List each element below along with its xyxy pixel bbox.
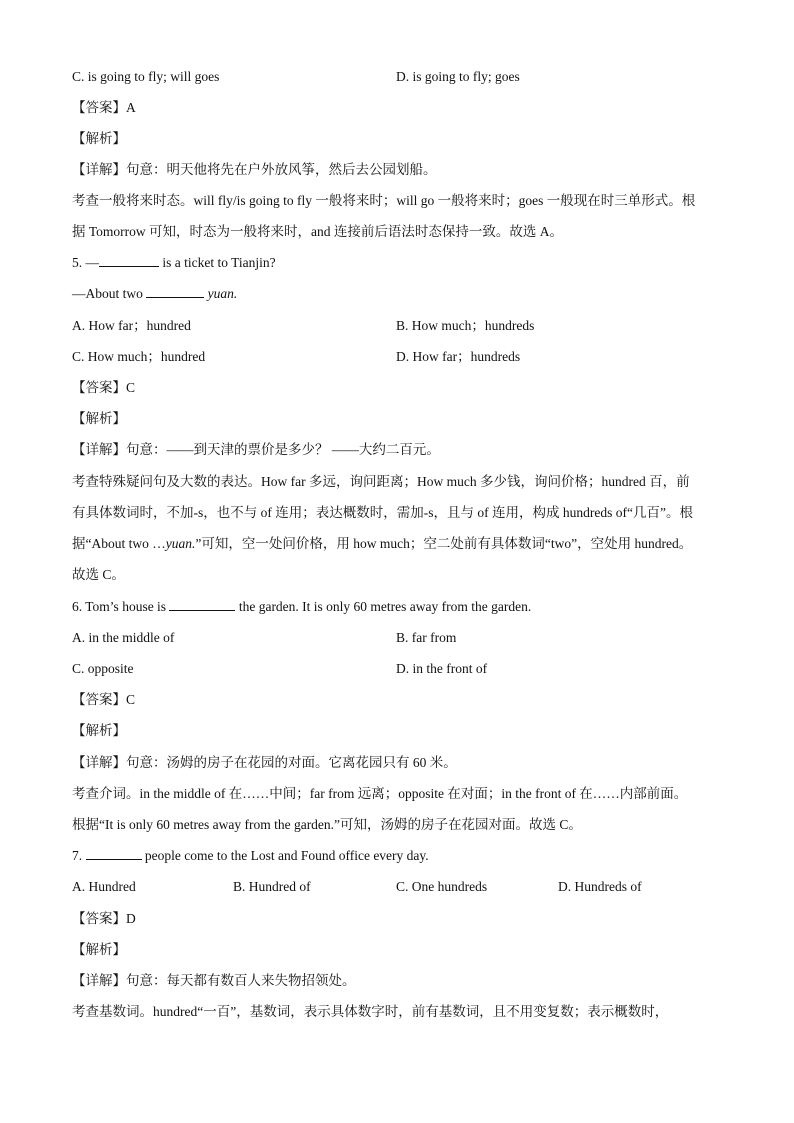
answer-blank [146, 285, 204, 298]
detail-line: 【详解】句意：每天都有数百人来失物招领处。 [72, 973, 356, 988]
question-5-reply [72, 285, 237, 303]
question-5 [72, 254, 276, 272]
explanation-text: ”可知，空一处问价格，用 how much；空二处前有具体数词“two”，空处用 hundred。 [195, 536, 693, 551]
question-text: people come to the Lost and Found office every day. [141, 848, 429, 863]
answer-line: 【答案】C [72, 380, 136, 395]
question-6 [72, 598, 531, 616]
detail-line: 【详解】句意：汤姆的房子在花园的对面。它离花园只有 60 米。 [72, 755, 457, 770]
option-a: A. Hundred [72, 879, 136, 894]
analysis-heading: 【解析】 [72, 411, 126, 426]
question-text: 6. Tom’s house is [72, 599, 170, 614]
explanation-line: 据 Tomorrow 可知，时态为一般将来时，and 连接前后语法时态保持一致。故选 A。 [72, 224, 564, 239]
question-text: yuan. [207, 286, 238, 301]
detail-line: 【详解】句意：明天他将先在户外放风筝，然后去公园划船。 [72, 162, 437, 177]
option-c: C. One hundreds [396, 879, 488, 894]
analysis-heading: 【解析】 [72, 131, 126, 146]
explanation-line: 考查基数词。hundred“一百”，基数词，表示具体数字时，前有基数词，且不用变复数；表示概数时， [72, 1004, 669, 1019]
question-7 [72, 847, 429, 865]
option-d: D. Hundreds of [558, 879, 642, 894]
question-text: 7. [72, 848, 86, 863]
option-b: B. Hundred of [233, 879, 311, 894]
explanation-line [72, 535, 692, 553]
answer-line: 【答案】A [72, 100, 136, 115]
option-d: D. in the front of [396, 661, 488, 676]
answer-line: 【答案】D [72, 911, 136, 926]
option-a: A. in the middle of [72, 630, 175, 645]
option-d: D. is going to fly; goes [396, 69, 520, 84]
option-b: B. far from [396, 630, 457, 645]
question-text: 5. — [72, 255, 99, 270]
explanation-line: 考查一般将来时态。will fly/is going to fly 一般将来时；will go 一般将来时；goes 一般现在时三单形式。根 [72, 193, 696, 208]
question-text: —About two [72, 286, 147, 301]
answer-line: 【答案】C [72, 692, 136, 707]
explanation-line: 故选 C。 [72, 567, 125, 582]
question-text: the garden. It is only 60 metres away from the garden. [235, 599, 532, 614]
explanation-line: 有具体数词时，不加-s，也不与 of 连用；表达概数时，需加-s，且与 of 连用，构成 hundreds of“几百”。根 [72, 505, 693, 520]
explanation-line: 考查介词。in the middle of 在……中间；far from 远离；opposite 在对面；in the front of 在……内部前面。 [72, 786, 688, 801]
question-text: is a ticket to Tianjin? [159, 255, 276, 270]
explanation-line: 根据“It is only 60 metres away from the garden.”可知，汤姆的房子在花园对面。故选 C。 [72, 817, 582, 832]
option-c: C. How much；hundred [72, 349, 206, 364]
answer-blank [99, 254, 159, 267]
answer-blank [169, 598, 235, 611]
explanation-line: 考查特殊疑问句及大数的表达。How far 多远，询问距离；How much 多少钱，询问价格；hundred 百，前 [72, 474, 690, 489]
option-b: B. How much；hundreds [396, 318, 535, 333]
explanation-text: yuan. [165, 536, 196, 551]
option-a: A. How far；hundred [72, 318, 191, 333]
answer-blank [86, 847, 142, 860]
option-c: C. is going to fly; will goes [72, 69, 220, 84]
explanation-text: 据“About two … [72, 536, 166, 551]
detail-line: 【详解】句意：——到天津的票价是多少？ ——大约二百元。 [72, 442, 440, 457]
option-c: C. opposite [72, 661, 134, 676]
analysis-heading: 【解析】 [72, 942, 126, 957]
analysis-heading: 【解析】 [72, 723, 126, 738]
option-d: D. How far；hundreds [396, 349, 521, 364]
